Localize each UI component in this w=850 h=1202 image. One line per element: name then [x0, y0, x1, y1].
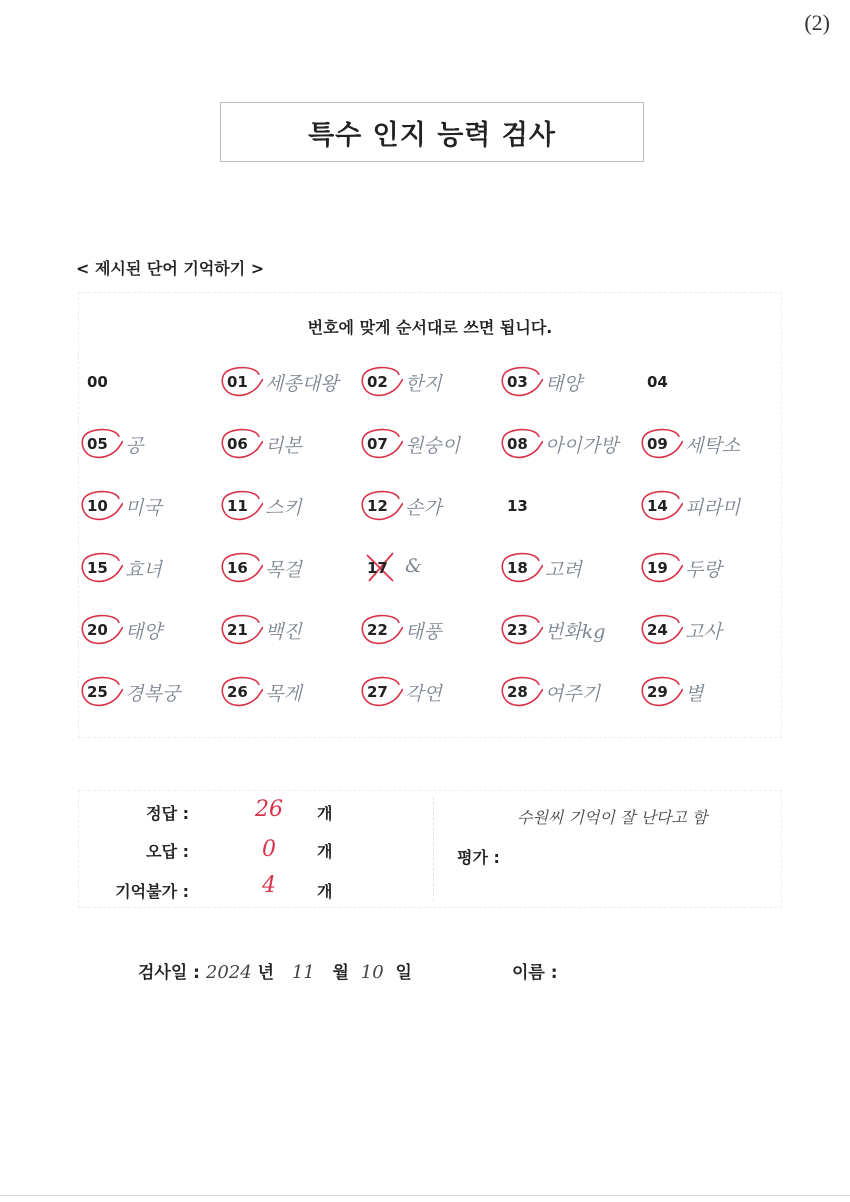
handwritten-answer: 한지 [405, 373, 442, 395]
word-cell [499, 667, 639, 729]
correct-unit: 개 [317, 804, 333, 823]
handwritten-answer: 스키 [265, 497, 302, 519]
handwritten-answer: 고려 [545, 559, 582, 581]
cell-number: 16 [227, 559, 248, 577]
handwritten-answer: 공 [125, 435, 144, 457]
cell-number: 19 [647, 559, 668, 577]
handwritten-answer: 별 [685, 683, 704, 705]
word-cell [359, 419, 499, 481]
handwritten-answer: 번화kg [545, 621, 606, 643]
unrecalled-value: 4 [262, 873, 276, 898]
handwritten-answer: 세탁소 [685, 435, 741, 457]
cell-number: 04 [647, 373, 668, 391]
date-month: 11 [291, 962, 315, 983]
cell-number: 24 [647, 621, 668, 639]
word-cell [79, 481, 219, 543]
cell-number: 14 [647, 497, 668, 515]
word-cell [359, 357, 499, 419]
cell-number: 06 [227, 435, 248, 453]
handwritten-answer: 고사 [685, 621, 722, 643]
wrong-label: 오답 : [146, 842, 189, 861]
instruction-text: 번호에 맞게 순서대로 쓰면 됩니다. [307, 318, 553, 337]
word-cell [359, 481, 499, 543]
eval-label: 평가 : [457, 848, 500, 867]
word-cell [499, 605, 639, 667]
cell-number: 05 [87, 435, 108, 453]
unrecalled-unit: 개 [317, 882, 333, 901]
handwritten-answer: 피라미 [685, 497, 741, 519]
handwritten-answer: 원숭이 [405, 435, 461, 457]
cell-number: 23 [507, 621, 528, 639]
test-date [138, 958, 412, 983]
cell-number: 22 [367, 621, 388, 639]
name-label: 이름 : [512, 963, 558, 983]
cell-number: 01 [227, 373, 248, 391]
handwritten-answer: 백진 [265, 621, 302, 643]
cell-number: 07 [367, 435, 388, 453]
handwritten-answer: 손가 [405, 497, 442, 519]
handwritten-answer: 여주기 [545, 683, 601, 705]
handwritten-answer: 태풍 [405, 621, 442, 643]
word-cell [639, 543, 779, 605]
word-cell [79, 605, 219, 667]
correct-value: 26 [255, 797, 283, 822]
page-number: (2) [804, 10, 830, 35]
word-cell [639, 667, 779, 729]
cell-number: 28 [507, 683, 528, 701]
word-grid [78, 292, 782, 738]
section-label: < 제시된 단어 기억하기 > [76, 259, 265, 278]
wrong-value: 0 [262, 837, 276, 862]
word-cell [499, 419, 639, 481]
correct-label: 정답 : [146, 804, 189, 823]
handwritten-answer: 경복궁 [125, 683, 181, 705]
word-cell [219, 605, 359, 667]
handwritten-answer: 목걸 [265, 559, 302, 581]
page-bottom-rule [0, 1195, 850, 1196]
word-cell [639, 481, 779, 543]
cell-number: 12 [367, 497, 388, 515]
word-cell [79, 357, 219, 419]
cell-number: 13 [507, 497, 528, 515]
date-label: 검사일 : [138, 963, 200, 983]
page-title: 특수 인지 능력 검사 [308, 119, 556, 151]
word-cell [499, 357, 639, 419]
word-cell [639, 357, 779, 419]
cell-number: 17 [367, 559, 388, 577]
cell-number: 11 [227, 497, 248, 515]
date-month-unit: 월 [332, 963, 349, 983]
word-cell [639, 605, 779, 667]
cell-number: 18 [507, 559, 528, 577]
cell-number: 20 [87, 621, 108, 639]
handwritten-answer: 태양 [125, 621, 162, 643]
handwritten-answer: 태양 [545, 373, 582, 395]
summary-panel [78, 790, 782, 908]
date-day-unit: 일 [395, 963, 412, 983]
word-cell [499, 543, 639, 605]
handwritten-answer: 목게 [265, 683, 302, 705]
word-cell [79, 419, 219, 481]
eval-text: 수원씨 기억이 잘 난다고 함 [517, 808, 708, 827]
word-cell [359, 667, 499, 729]
date-day: 10 [360, 962, 384, 983]
cell-number: 15 [87, 559, 108, 577]
word-cell [499, 481, 639, 543]
handwritten-answer: & [405, 555, 422, 577]
word-cell [639, 419, 779, 481]
cell-number: 10 [87, 497, 108, 515]
handwritten-answer: 효녀 [125, 559, 162, 581]
handwritten-answer: 세종대왕 [265, 373, 339, 395]
word-cell [219, 667, 359, 729]
handwritten-answer: 두랑 [685, 559, 722, 581]
cell-number: 26 [227, 683, 248, 701]
page-title-box [220, 102, 644, 162]
handwritten-answer: 각연 [405, 683, 442, 705]
word-cell [219, 419, 359, 481]
summary-divider [433, 797, 435, 901]
wrong-unit: 개 [317, 842, 333, 861]
unrecalled-label: 기억불가 : [115, 882, 189, 901]
date-year: 2024 [205, 962, 252, 983]
cell-number: 08 [507, 435, 528, 453]
cell-number: 25 [87, 683, 108, 701]
handwritten-answer: 리본 [265, 435, 302, 457]
handwritten-answer: 아이가방 [545, 435, 619, 457]
cell-number: 00 [87, 373, 108, 391]
word-cell [79, 667, 219, 729]
handwritten-answer: 미국 [125, 497, 162, 519]
cell-number: 09 [647, 435, 668, 453]
date-year-unit: 년 [257, 963, 275, 983]
word-cell [219, 543, 359, 605]
cell-number: 03 [507, 373, 528, 391]
cell-number: 29 [647, 683, 668, 701]
word-cell [219, 481, 359, 543]
cell-number: 02 [367, 373, 388, 391]
word-cell [359, 605, 499, 667]
word-cell [359, 543, 499, 605]
word-cell [79, 543, 219, 605]
word-cell [219, 357, 359, 419]
cell-number: 27 [367, 683, 388, 701]
cell-number: 21 [227, 621, 248, 639]
